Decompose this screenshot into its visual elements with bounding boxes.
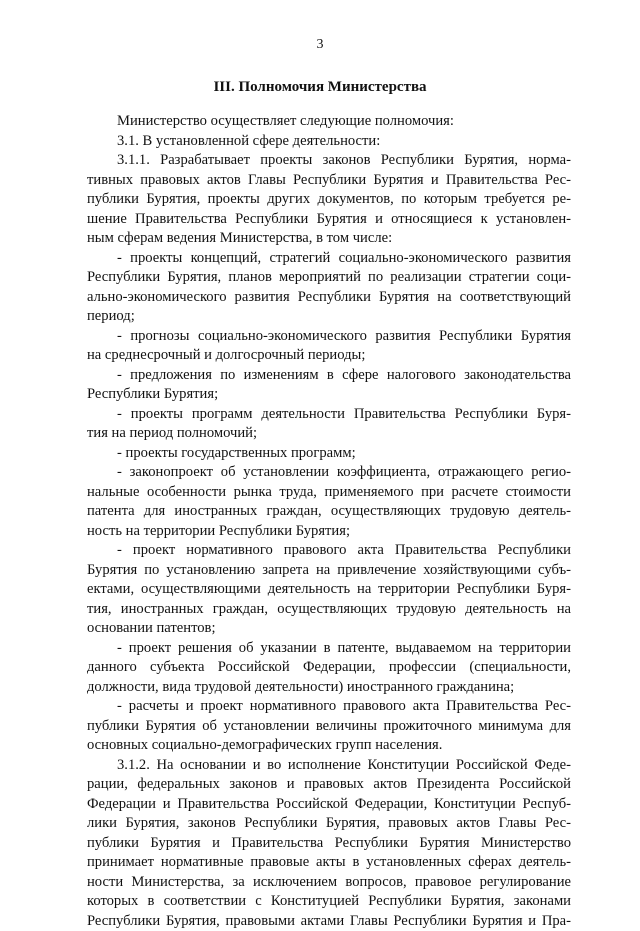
text-line: на среднесрочный и долгосрочный периоды; <box>87 346 571 366</box>
text-line: - прогнозы социально-экономического развития Республики Бурятия <box>87 327 571 347</box>
text-line: Федерации и Правительства Российской Федерации, Конституции Респуб- <box>87 795 571 815</box>
text-line: публики Бурятия об установлении величины прожиточного минимума для <box>87 717 571 737</box>
text-line: - проект нормативного правового акта Правительства Республики <box>87 541 571 561</box>
text-line: принимает нормативные правовые акты в установленных сферах деятель- <box>87 853 571 873</box>
text-line: - расчеты и проект нормативного правового акта Правительства Рес- <box>87 697 571 717</box>
text-line: тивных правовых актов Главы Республики Бурятия и Правительства Рес- <box>87 171 571 191</box>
text-line: - законопроект об установлении коэффициента, отражающего регио- <box>87 463 571 483</box>
text-line: данного субъекта Российской Федерации, профессии (специальности, <box>87 658 571 678</box>
page-number: 3 <box>0 36 640 54</box>
text-line: основных социально-демографических групп населения. <box>87 736 571 756</box>
text-line: публики Бурятия, проекты других документов, по которым требуется ре- <box>87 190 571 210</box>
text-line: шение Правительства Республики Бурятия и относящиеся к установлен- <box>87 210 571 230</box>
text-line: нальные особенности рынка труда, применяемого при расчете стоимости <box>87 483 571 503</box>
text-line: Бурятия по установлению запрета на привлечение хозяйствующими субъ- <box>87 561 571 581</box>
text-line: - проекты концепций, стратегий социально-экономического развития <box>87 249 571 269</box>
text-line: ности Министерства, за исключением вопросов, правовое регулирование <box>87 873 571 893</box>
text-line: Министерство осуществляет следующие полномочия: <box>87 112 571 132</box>
text-line: - проекты государственных программ; <box>87 444 571 464</box>
text-line: 3.1. В установленной сфере деятельности: <box>87 132 571 152</box>
text-line: - предложения по изменениям в сфере налогового законодательства <box>87 366 571 386</box>
text-line: должности, вида трудовой деятельности) иностранного гражданина; <box>87 678 571 698</box>
text-line: публики Бурятия и Правительства Республики Бурятия Министерство <box>87 834 571 854</box>
text-line: ность на территории Республики Бурятия; <box>87 522 571 542</box>
text-line: период; <box>87 307 571 327</box>
text-line: Республики Бурятия; <box>87 385 571 405</box>
text-line: Республики Бурятия, планов мероприятий по реализации стратегии соци- <box>87 268 571 288</box>
text-line: основании патентов; <box>87 619 571 639</box>
text-line: тия на период полномочий; <box>87 424 571 444</box>
text-line: патента для иностранных граждан, осуществляющих трудовую деятель- <box>87 502 571 522</box>
text-line: - проекты программ деятельности Правительства Республики Буря- <box>87 405 571 425</box>
text-line: - проект решения об указании в патенте, выдаваемом на территории <box>87 639 571 659</box>
text-line: которых в соответствии с Конституцией Республики Бурятия, законами <box>87 892 571 912</box>
text-line: ектами, осуществляющими деятельность на территории Республики Буря- <box>87 580 571 600</box>
text-line: рации, федеральных законов и правовых актов Президента Российской <box>87 775 571 795</box>
text-line: ально-экономического развития Республики Бурятия на соответствующий <box>87 288 571 308</box>
text-line: Республики Бурятия, правовыми актами Главы Республики Бурятия и Пра- <box>87 912 571 931</box>
document-body <box>87 112 571 931</box>
section-title: III. Полномочия Министерства <box>0 78 640 97</box>
text-line: 3.1.2. На основании и во исполнение Конституции Российской Феде- <box>87 756 571 776</box>
text-line: лики Бурятия, законов Республики Бурятия, правовых актов Главы Рес- <box>87 814 571 834</box>
text-line: ным сферам ведения Министерства, в том числе: <box>87 229 571 249</box>
text-line: 3.1.1. Разрабатывает проекты законов Республики Бурятия, норма- <box>87 151 571 171</box>
text-line: тия, иностранных граждан, осуществляющих трудовую деятельность на <box>87 600 571 620</box>
